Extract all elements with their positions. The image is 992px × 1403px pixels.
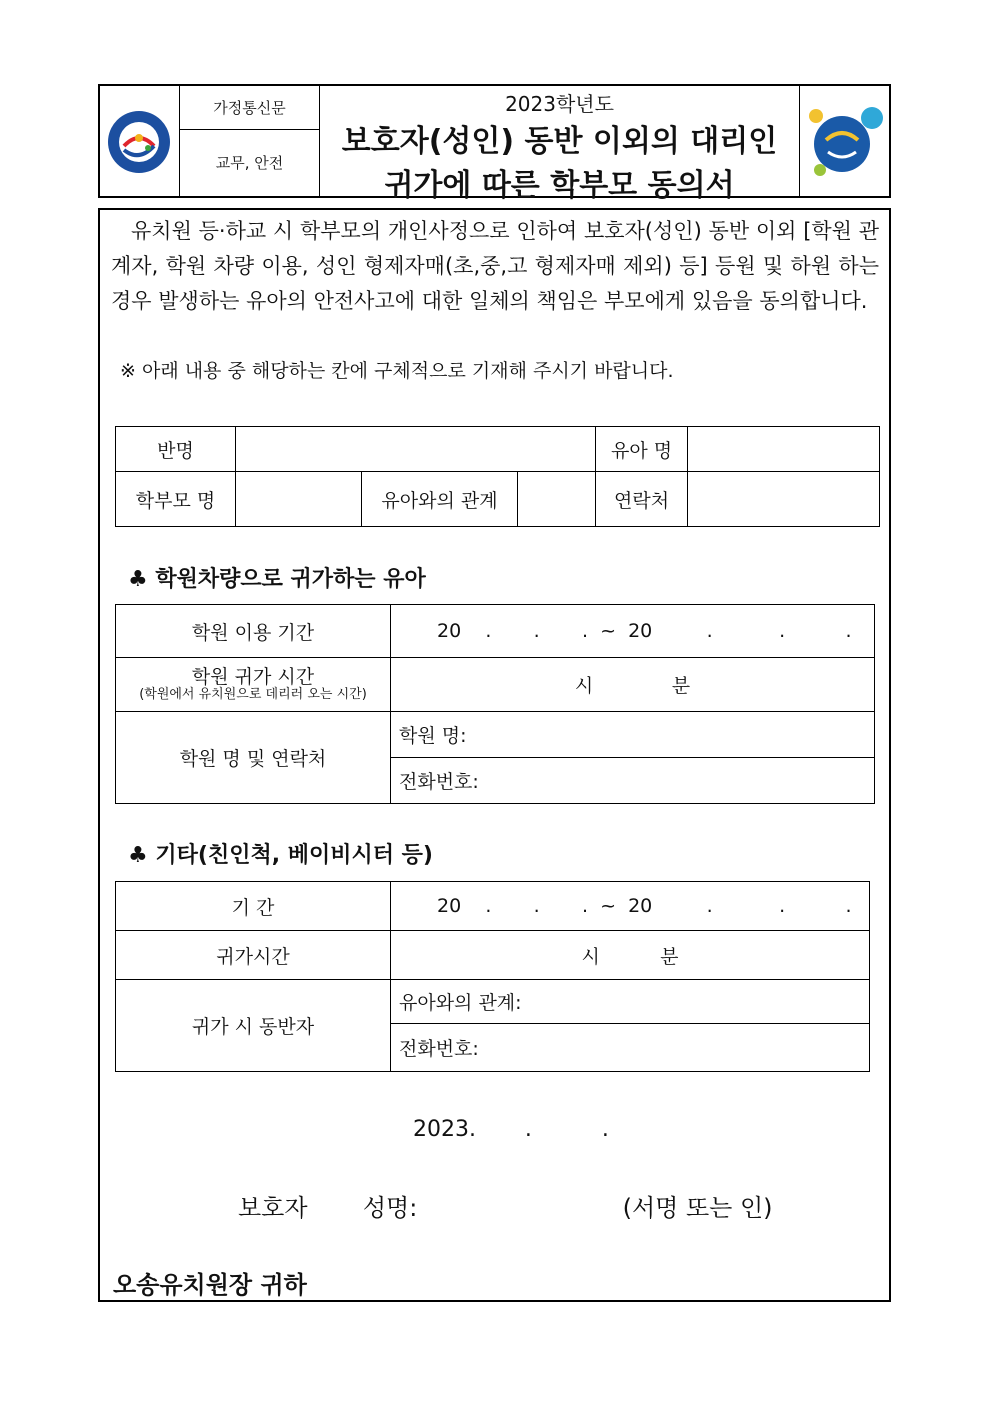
other-return-time-field[interactable]: 시 분 [391,931,870,980]
child-name-field[interactable] [688,427,880,472]
other-table [115,881,870,1072]
parent-name-field[interactable] [236,472,362,527]
academy-return-time-sublabel: (학원에서 유치원으로 데리러 오는 시간) [139,686,367,702]
academy-period-label: 학원 이용 기간 [116,605,391,658]
academy-period-field[interactable]: 20 . . . ~ 20 . . . [391,605,875,658]
title-line-2: 귀가에 따른 학부모 동의서 [384,168,735,203]
signature-date[interactable]: 2023. . . [413,1117,609,1142]
closing-addressee: 오송유치원장 귀하 [113,1271,307,1299]
header-title-block [320,86,800,203]
guardian-label: 보호자 [238,1194,308,1222]
parent-name-label: 학부모 명 [116,472,236,527]
academy-section-heading: ♣ 학원차량으로 귀가하는 유아 [128,567,426,592]
other-period-label: 기 간 [116,882,391,931]
contact-label: 연락처 [596,472,688,527]
academy-return-time-label [116,658,391,712]
intro-paragraph [111,214,879,319]
other-return-time-label: 귀가시간 [116,931,391,980]
other-period-field[interactable]: 20 . . . ~ 20 . . . [391,882,870,931]
kindergarten-emblem-icon [100,86,178,196]
intro-text: 유치원 등·하교 시 학부모의 개인사정으로 인하여 보호자(성인) 동반 이외 [학원 관계자, 학원 차량 이용, 성인 형제자매(초,중,고 형제자매 제외) 등] 등원 및 하원 하는 경우 발생하는 유아의 안전사고에 대한 일체의 책임은 부모에게 있음을 동의합니다. [111,219,879,313]
class-label: 반명 [116,427,236,472]
header-meta [180,86,320,196]
year-label: 2023학년도 [505,92,614,116]
companion-relation-field[interactable]: 유아와의 관계: [391,980,870,1024]
integrity-logo [800,86,889,196]
title-line-1: 보호자(성인) 동반 이외의 대리인 [341,124,778,159]
signature-line [238,1188,798,1223]
academy-phone-field[interactable]: 전화번호: [391,758,875,804]
companion-label: 귀가 시 동반자 [116,980,391,1072]
contact-field[interactable] [688,472,880,527]
sign-label: (서명 또는 인) [622,1194,773,1222]
department: 교무, 안전 [215,154,284,172]
relation-label: 유아와의 관계 [362,472,518,527]
document-header [98,84,891,203]
integrity-logo-icon [800,86,890,196]
other-section-heading: ♣ 기타(친인척, 베이비시터 등) [128,843,433,868]
academy-return-time-title: 학원 귀가 시간 [191,665,315,688]
class-field[interactable] [236,427,596,472]
academy-name-field[interactable]: 학원 명: [391,712,875,758]
relation-field[interactable] [518,472,596,527]
companion-phone-field[interactable]: 전화번호: [391,1024,870,1072]
kindergarten-logo [100,86,180,196]
academy-table [115,604,875,804]
name-label: 성명: [362,1194,418,1222]
child-name-label: 유아 명 [596,427,688,472]
instruction-note: ※ 아래 내용 중 해당하는 칸에 구체적으로 기재해 주시기 바랍니다. [120,360,674,382]
info-table [115,426,880,527]
academy-return-time-field[interactable]: 시 분 [391,658,875,712]
academy-contact-label: 학원 명 및 연락처 [116,712,391,804]
doc-type: 가정통신문 [180,86,319,130]
